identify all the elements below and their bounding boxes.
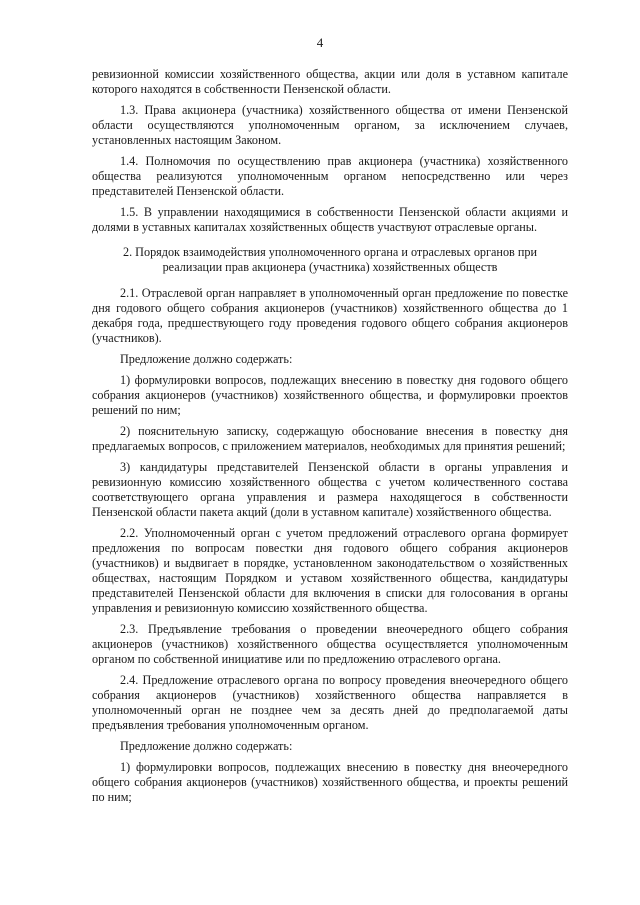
paragraph-1-5: 1.5. В управлении находящимися в собственности Пензенской области акциями и долями в уставных капиталах хозяйственных обществ участвуют отраслевые органы. — [92, 205, 568, 234]
paragraph-proposal-contents: Предложение должно содержать: — [120, 352, 293, 366]
list-item-1b: 1) формулировки вопросов, подлежащих внесению в повестку дня внеочередного общего собрания акционеров (участников) хозяйственного общества, и проекты решений по ним; — [92, 760, 568, 804]
list-item-3: 3) кандидатуры представителей Пензенской области в органы управления и ревизионную комиссию хозяйственного общества с учетом количественного состава соответствующего органа управления и размера находящегося в собственности Пензенской области пакета акций (доли в уставном капитале) хозяйственного общества. — [92, 460, 568, 519]
section-title-line-2: реализации прав акционера (участника) хозяйственных обществ — [162, 260, 498, 274]
paragraph-2-1: 2.1. Отраслевой орган направляет в уполномоченный орган предложение по повестке дня годового общего собрания акционеров (участников) хозяйственного общества до 1 декабря года, предшествующего году проведения годового общего собрания акционеров (участников). — [92, 286, 568, 345]
section-title-line-1: 2. Порядок взаимодействия уполномоченного органа и отраслевых органов при — [122, 245, 537, 259]
section-title — [92, 245, 568, 275]
paragraph-1-4: 1.4. Полномочия по осуществлению прав акционера (участника) хозяйственного общества реализуются уполномоченным органом непосредственно или через представителей Пензенской области. — [92, 154, 568, 198]
paragraph-continuation: ревизионной комиссии хозяйственного общества, акции или доля в уставном капитале которого находятся в собственности Пензенской области. — [92, 67, 568, 96]
paragraph-2-2: 2.2. Уполномоченный орган с учетом предложений отраслевого органа формирует предложения по вопросам повестки дня годового общего собрания акционеров (участников) и выдвигает в порядке, установленном законодательством о хозяйственных обществах, настоящим Порядком и уставом хозяйственного общества, кандидатуры представителей Пензенской области для включения в списки для голосования в органы управления и ревизионную комиссию хозяйственного общества. — [92, 526, 568, 615]
document-body — [92, 67, 568, 811]
paragraph-2-4: 2.4. Предложение отраслевого органа по вопросу проведения внеочередного общего собрания акционеров (участников) хозяйственного общества направляется в уполномоченный орган не позднее чем за десять дней до предполагаемой даты предъявления требования уполномоченным органом. — [92, 673, 568, 732]
list-item-1: 1) формулировки вопросов, подлежащих внесению в повестку дня годового общего собрания акционеров (участников) хозяйственного общества, и формулировки проектов решений по ним; — [92, 373, 568, 417]
page-number: 4 — [316, 35, 324, 50]
paragraph-1-3: 1.3. Права акционера (участника) хозяйственного общества от имени Пензенской области осуществляются уполномоченным органом, за исключением случаев, установленных настоящим Законом. — [92, 103, 568, 147]
paragraph-2-3: 2.3. Предъявление требования о проведении внеочередного общего собрания акционеров (участников) хозяйственного общества осуществляется уполномоченным органом по собственной инициативе или по предложению отраслевого органа. — [92, 622, 568, 666]
list-item-2: 2) пояснительную записку, содержащую обоснование внесения в повестку дня предлагаемых вопросов, с приложением материалов, необходимых для принятия решений; — [92, 424, 568, 453]
paragraph-proposal-contents-2: Предложение должно содержать: — [120, 739, 293, 753]
